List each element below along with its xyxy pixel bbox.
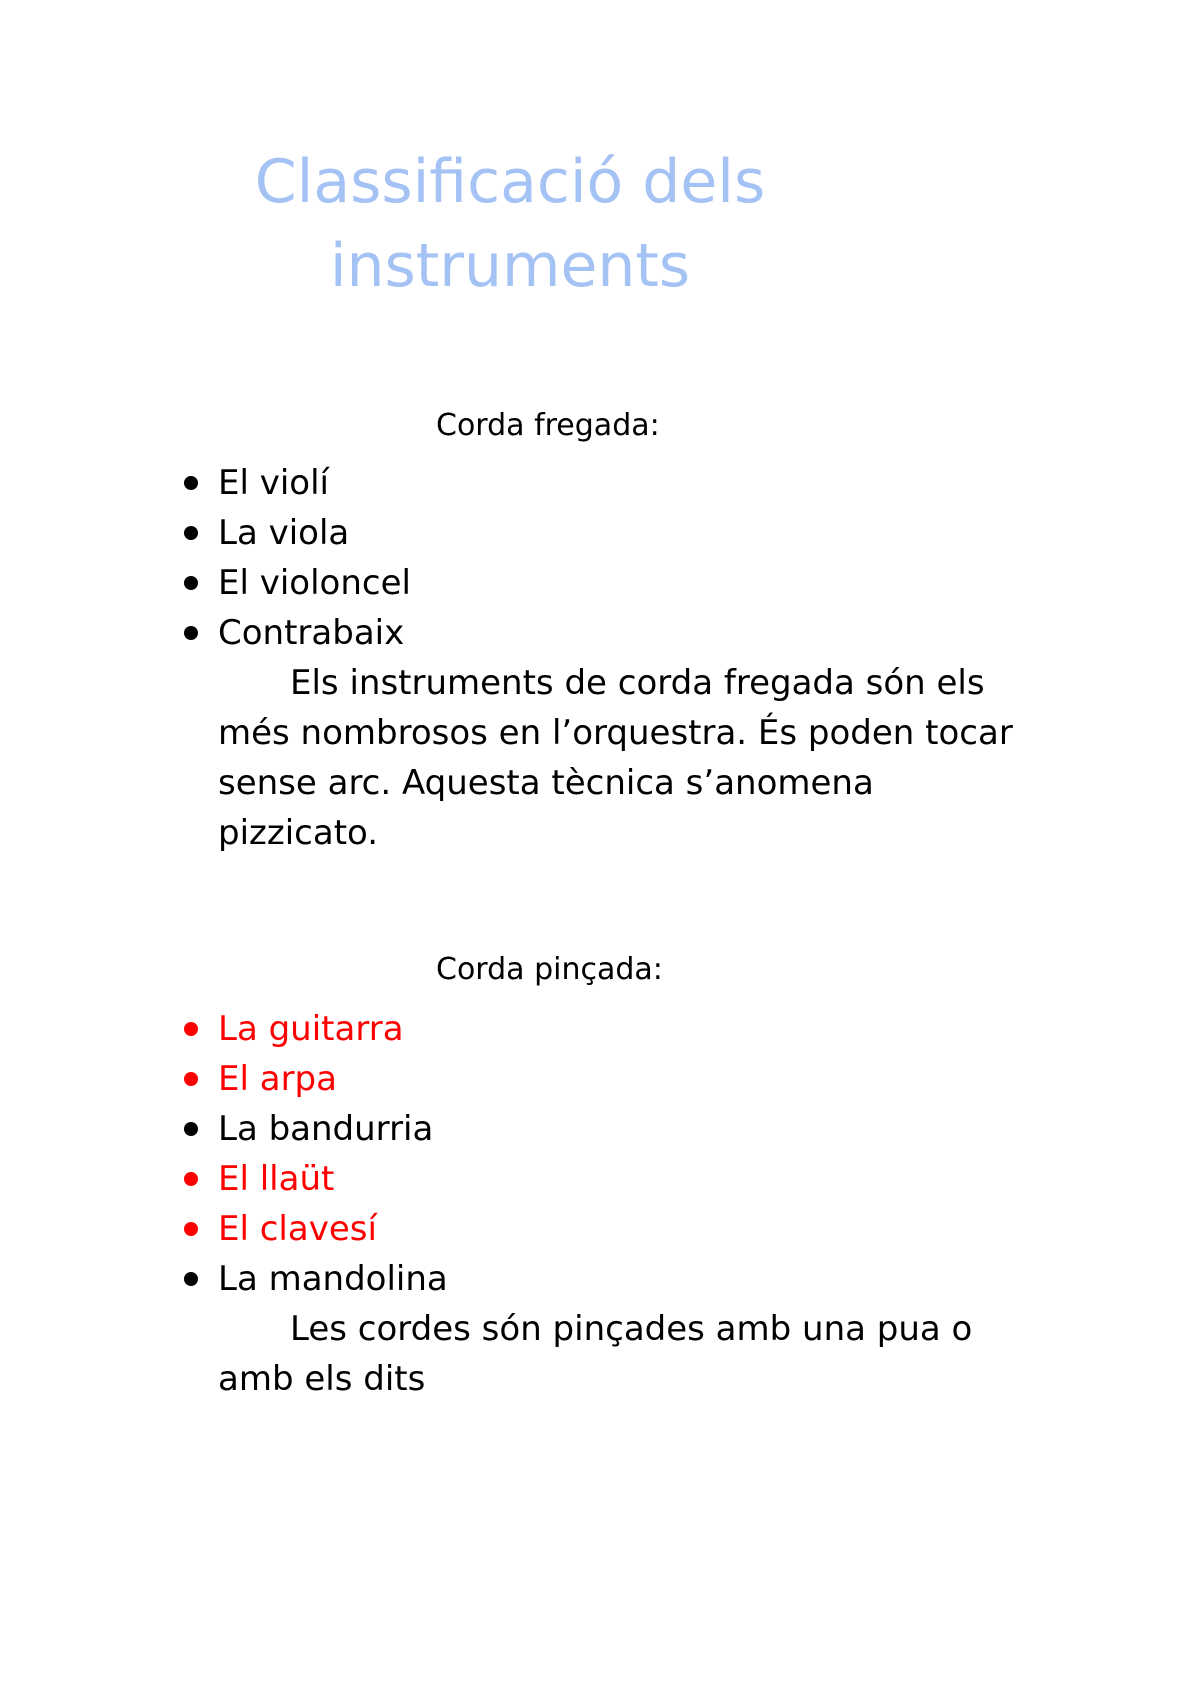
list-item-violoncel xyxy=(180,558,411,608)
list-item-clavesi xyxy=(180,1204,448,1254)
list-item-label: El violoncel xyxy=(218,563,411,603)
bullet-icon xyxy=(184,476,198,490)
list-item-viola xyxy=(180,508,411,558)
list-item-label: El clavesí xyxy=(218,1209,377,1249)
section-heading-corda-pincada: Corda pinçada: xyxy=(436,952,663,987)
list-corda-fregada xyxy=(180,458,411,658)
bullet-icon xyxy=(184,626,198,640)
list-item-llaut xyxy=(180,1154,448,1204)
bullet-icon xyxy=(184,1272,198,1286)
list-item-label: El llaüt xyxy=(218,1159,335,1199)
bullet-icon xyxy=(184,526,198,540)
bullet-icon xyxy=(184,576,198,590)
bullet-icon xyxy=(184,1222,198,1236)
paragraph-corda-fregada: Els instruments de corda fregada són els més nombrosos en l’orquestra. És poden tocar sense arc. Aquesta tècnica s’anomena pizzicato. xyxy=(218,663,1013,853)
list-item-guitarra xyxy=(180,1004,448,1054)
list-item-violi xyxy=(180,458,411,508)
list-item-label: El violí xyxy=(218,463,329,503)
title-line-1: Classificació dels xyxy=(254,147,766,217)
list-item-arpa xyxy=(180,1054,448,1104)
list-item-label: Contrabaix xyxy=(218,613,405,653)
bullet-icon xyxy=(184,1122,198,1136)
list-item-mandolina xyxy=(180,1254,448,1304)
list-item-contrabaix xyxy=(180,608,411,658)
list-item-bandurria xyxy=(180,1104,448,1154)
section-heading-corda-fregada: Corda fregada: xyxy=(436,408,660,443)
list-corda-pincada xyxy=(180,1004,448,1304)
list-item-label: El arpa xyxy=(218,1059,337,1099)
list-item-label: La viola xyxy=(218,513,350,553)
bullet-icon xyxy=(184,1022,198,1036)
list-item-label: La bandurria xyxy=(218,1109,434,1149)
list-item-label: La mandolina xyxy=(218,1259,448,1299)
bullet-icon xyxy=(184,1072,198,1086)
title-line-2: instruments xyxy=(329,231,691,301)
bullet-icon xyxy=(184,1172,198,1186)
paragraph-corda-pincada: Les cordes són pinçades amb una pua o amb els dits xyxy=(218,1309,973,1399)
list-item-label: La guitarra xyxy=(218,1009,404,1049)
